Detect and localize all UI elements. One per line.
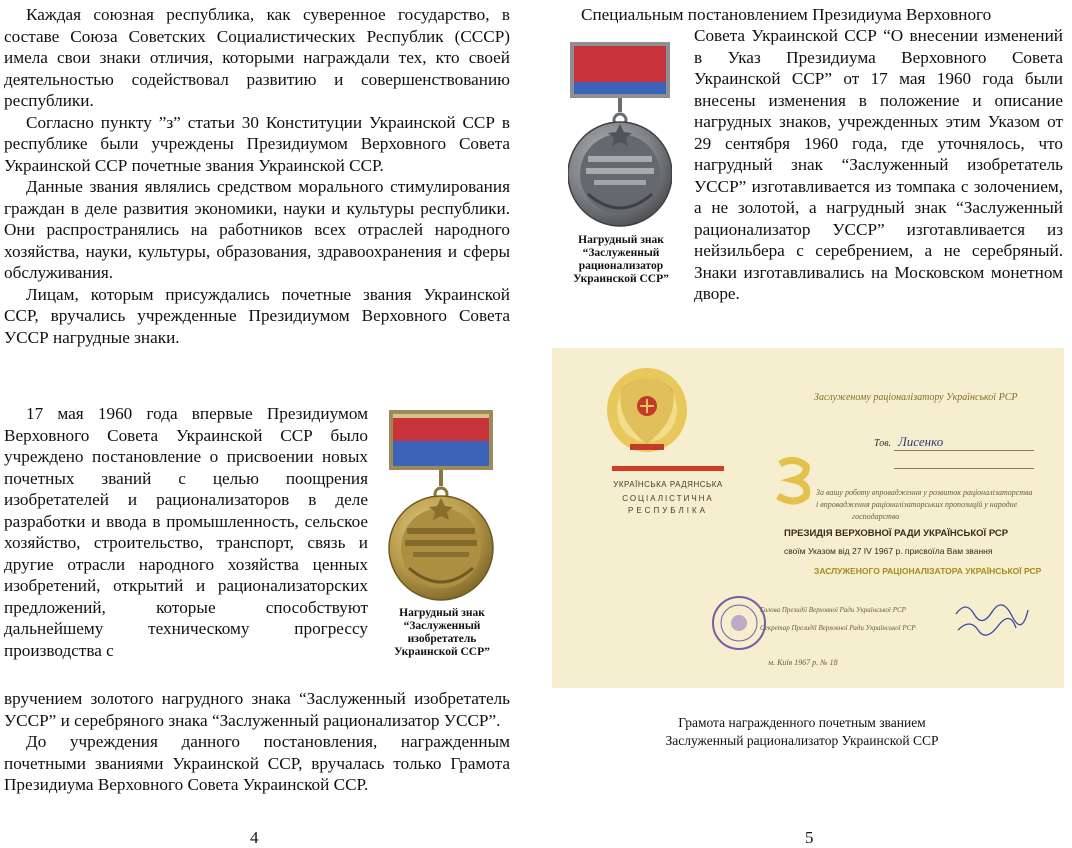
certificate-sign-line1: Голова Президії Верховної Ради Української РСР (760, 606, 906, 614)
certificate-underline (894, 468, 1034, 469)
signature (952, 596, 1032, 636)
certificate-org-line2: СОЦІАЛІСТИЧНА (622, 494, 714, 503)
certificate-sign-line2: Секретар Президії Верховної Ради Української РСР (760, 624, 916, 632)
right-text-body (694, 25, 1063, 305)
certificate-tov: Тов. (874, 438, 892, 449)
left-text-narrow (4, 403, 368, 661)
certificate-text-line2: і впровадження раціоналізаторських пропозицій у народне (816, 500, 1018, 509)
page-number: 4 (250, 828, 259, 847)
left-text-top (4, 4, 510, 348)
certificate-title: ЗАСЛУЖЕНОГО РАЦІОНАЛІЗАТОРА УКРАЇНСЬКОЇ РСР (814, 566, 1042, 576)
certificate-place-date: м. Київ 1967 р. № 18 (768, 658, 838, 667)
rationalizer-medal-image (568, 40, 672, 230)
paragraph: Данные звания являлись средством морального стимулирования граждан в деле развития экономики, науки и культуры республики. Они распространялись на работников всех отраслей народного хозяйства, науки, культуры, образования, здравоохранения и сферы обслуживания. (4, 177, 510, 282)
inventor-medal-caption: Нагрудный знак “Заслуженный изобретатель Украинской ССР” (394, 607, 490, 658)
certificate-decree: своїм Указом від 27 ІV 1967 р. присвоїла Вам звання (784, 546, 993, 556)
certificate-org-line3: РЕСПУБЛІКА (628, 506, 708, 515)
certificate-caption (612, 714, 992, 750)
paragraph: Совета Украинской ССР “О внесении изменений в Указ Президиума Верховного Совета Украинской ССР” от 17 мая 1960 года были внесены изменения в положение и описание нагрудных знаков, учрежденных этим Указом от 29 сентября 1960 года, где уточнялось, что нагрудный знак “Заслуженный изобретатель УССР” изготавливается из томпака с золочением, а не золотой, а нагрудный знак “Заслуженный рационализатор УССР” изготавливается из нейзильбера с серебрением, а не серебряный. Знаки изготавливались на Московском монетном дворе. (694, 26, 1063, 303)
paragraph: Лицам, которым присуждались почетные звания Украинской ССР, вручались учрежденные Президиумом Верховного Совета УССР нагрудные знаки. (4, 284, 510, 347)
page-number: 5 (805, 828, 814, 847)
decorative-initial (774, 456, 814, 506)
paragraph: Согласно пункту ”з” статьи 30 Конституции Украинской ССР в республике были учреждены Президиумом Верховного Совета Украинской ССР почетные звания Украинской ССР. (4, 112, 510, 175)
certificate-text-line3: господарство (852, 512, 900, 521)
certificate-presidium: ПРЕЗИДІЯ ВЕРХОВНОЇ РАДИ УКРАЇНСЬКОЇ РСР (784, 528, 1009, 539)
left-text-bottom (4, 688, 510, 796)
certificate-surname: Лисенко (898, 434, 944, 449)
certificate-caption-line2: Заслуженный рационализатор Украинской ССР (665, 733, 939, 748)
inventor-medal-image (385, 408, 497, 603)
certificate-underline (894, 450, 1034, 451)
certificate-image (552, 348, 1064, 688)
coat-of-arms-emblem (607, 368, 687, 452)
rationalizer-medal-caption: Нагрудный знак “Заслуженный рационализатор Украинской ССР” (573, 234, 669, 285)
paragraph: Каждая союзная республика, как суверенное государство, в составе Союза Советских Социалистических Республик (СССР) имела свои знаки отличия, которыми награждали тех, кто своей деятельностью содействовал развитию и совершенствованию республики. (4, 5, 510, 110)
certificate-caption-line1: Грамота награжденного почетным званием (678, 715, 926, 730)
certificate-text-line1: За вашу роботу впровадження у розвиток раціоналізаторства (816, 488, 1033, 497)
certificate-heading: Заслуженому раціоналізатору Української РСР (814, 392, 1018, 403)
certificate-org-line1: УКРАЇНСЬКА РАДЯНСЬКА (613, 480, 723, 489)
paragraph: До учреждения данного постановления, награжденным почетными званиями Украинской ССР, вручалась только Грамота Президиума Верховного Совета Украинской ССР. (4, 732, 510, 794)
official-seal (710, 594, 768, 652)
paragraph-continuation: вручением золотого нагрудного знака “Заслуженный изобретатель УССР” и серебряного знака “Заслуженный рационализатор УССР”. (4, 689, 510, 730)
paragraph: 17 мая 1960 года впервые Президиумом Верховного Совета Украинской ССР было учреждено постановление о присвоении новых почетных званий с целью поощрения изобретателей и рационализаторов в деле разработки и ввода в промышленность, сельское хозяйство, строительство, транспорт, связь и другие отрасли народного хозяйства ценных изобретений, открытий и рационализаторских предложений, которые способствуют дальнейшему техническому прогрессу производства с (4, 404, 368, 660)
right-text-first-line: Специальным постановлением Президиума Верховного (581, 5, 992, 24)
